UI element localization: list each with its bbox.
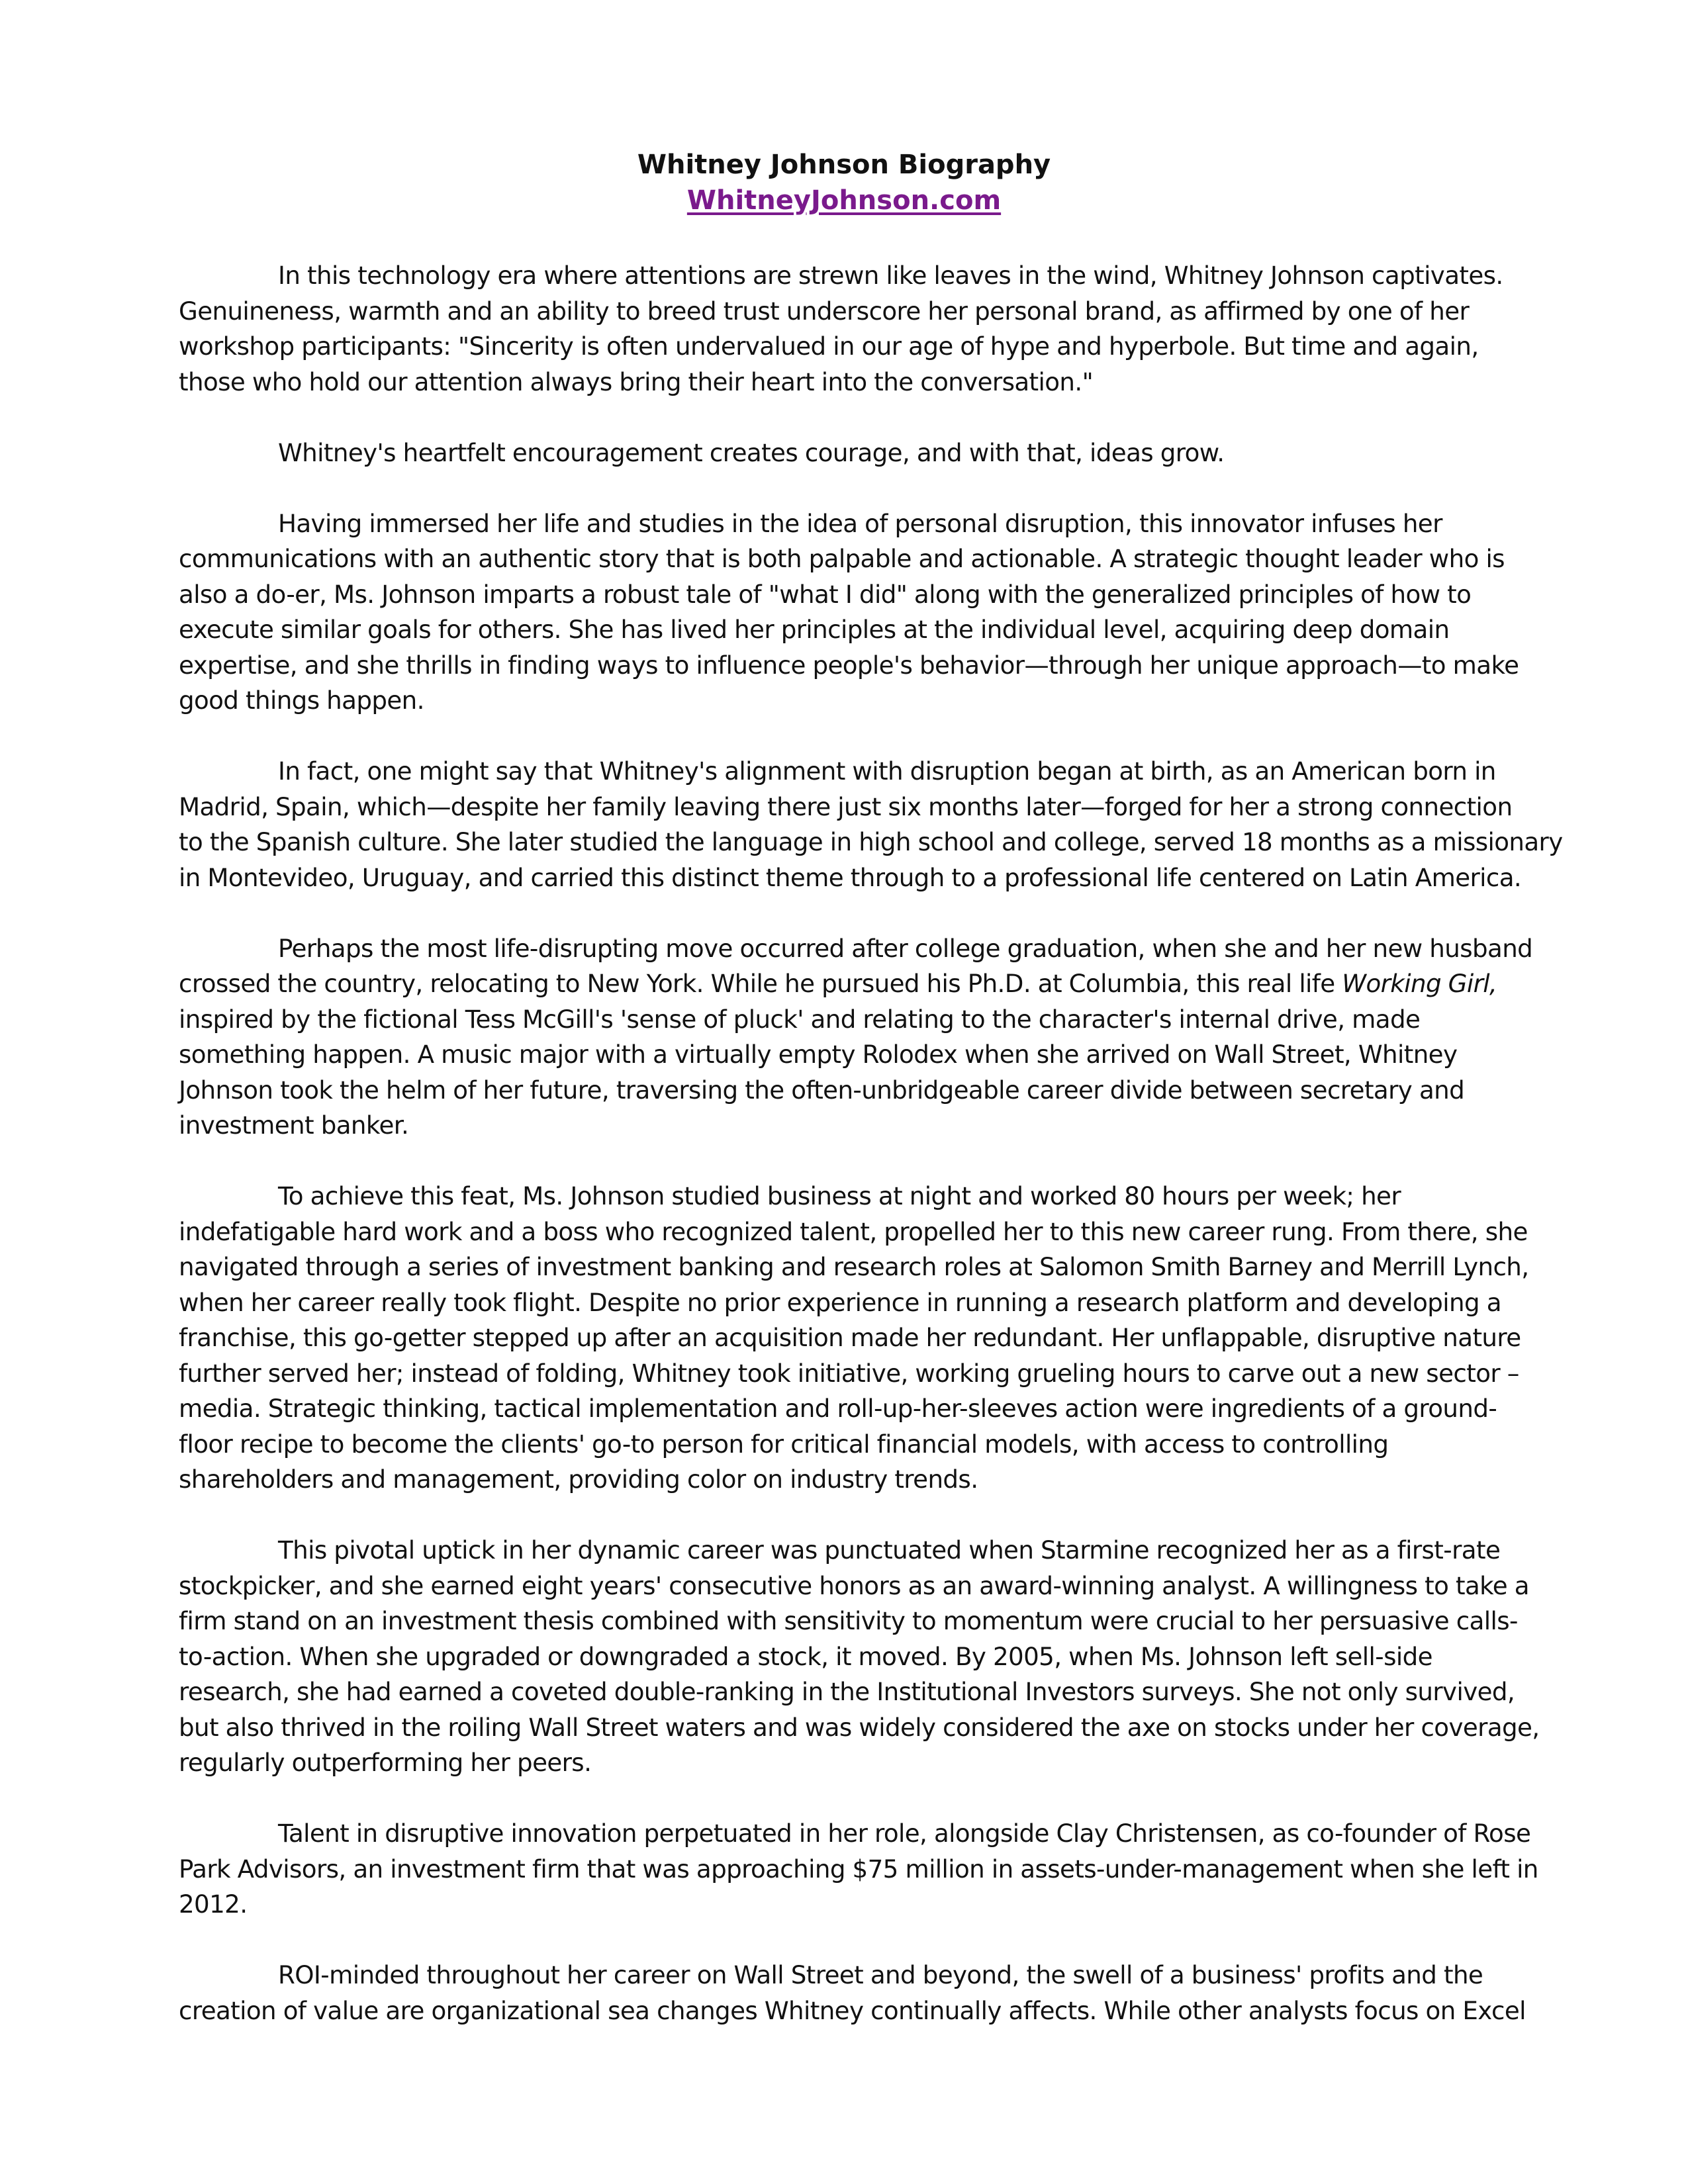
text-line: also a do-er, Ms. Johnson imparts a robust tale of "what I did" along with the generalized principles of how to bbox=[179, 579, 1472, 609]
text-line: execute similar goals for others. She has lived her principles at the individual level, acquiring deep domain bbox=[179, 615, 1450, 644]
text-line: workshop participants: "Sincerity is often undervalued in our age of hype and hyperbole. But time and again, bbox=[179, 332, 1479, 361]
text-line: to the Spanish culture. She later studied the language in high school and college, served 18 months as a missionary bbox=[179, 827, 1563, 856]
text-line: Talent in disruptive innovation perpetuated in her role, alongside Clay Christensen, as co-founder of Rose bbox=[278, 1819, 1531, 1848]
text-line: franchise, this go-getter stepped up after an acquisition made her redundant. Her unflappable, disruptive nature bbox=[179, 1323, 1521, 1352]
text-line: media. Strategic thinking, tactical implementation and roll-up-her-sleeves action were ingredients of a ground- bbox=[179, 1394, 1497, 1423]
text-line: shareholders and management, providing color on industry trends. bbox=[179, 1465, 978, 1494]
paragraph-3 bbox=[179, 506, 1529, 719]
text-line: Genuineness, warmth and an ability to breed trust underscore her personal brand, as affirmed by one of her bbox=[179, 296, 1470, 326]
text-line: something happen. A music major with a virtually empty Rolodex when she arrived on Wall Street, Whitney bbox=[179, 1040, 1458, 1069]
paragraph-gap bbox=[179, 719, 1529, 754]
document-header bbox=[0, 147, 1688, 218]
text-line: further served her; instead of folding, Whitney took initiative, working grueling hours to carve out a new sector – bbox=[179, 1358, 1519, 1388]
text-line: Park Advisors, an investment firm that was approaching $75 million in assets-under-management when she left in bbox=[179, 1854, 1538, 1884]
text-line bbox=[179, 966, 1529, 1002]
paragraph-7 bbox=[179, 1533, 1540, 1781]
text-line: This pivotal uptick in her dynamic career was punctuated when Starmine recognized her as a first-rate bbox=[278, 1535, 1501, 1565]
text-line: communications with an authentic story that is both palpable and actionable. A strategic thought leader who is bbox=[179, 544, 1505, 573]
text-line-content: crossed the country, relocating to New York. While he pursued his Ph.D. at Columbia, this real life bbox=[179, 969, 1335, 998]
paragraph-gap bbox=[179, 1144, 1529, 1179]
text-line: research, she had earned a coveted double-ranking in the Institutional Investors surveys. She not only survived, bbox=[179, 1677, 1515, 1706]
paragraph-4 bbox=[179, 754, 1563, 895]
text-line: creation of value are organizational sea changes Whitney continually affects. While other analysts focus on Excel bbox=[179, 1995, 1526, 2025]
paragraph-gap bbox=[179, 1781, 1529, 1817]
text-line: ROI-minded throughout her career on Wall Street and beyond, the swell of a business' profits and the bbox=[278, 1960, 1483, 1989]
paragraph-gap bbox=[179, 1498, 1529, 1533]
document-title: Whitney Johnson Biography bbox=[637, 150, 1051, 180]
text-line: but also thrived in the roiling Wall Street waters and was widely considered the axe on stocks under her coverage, bbox=[179, 1712, 1540, 1742]
paragraph-9 bbox=[179, 1958, 1529, 2028]
text-line: good things happen. bbox=[179, 686, 424, 715]
text-line: Perhaps the most life-disrupting move occurred after college graduation, when she and her new husband bbox=[278, 933, 1533, 963]
paragraph-gap bbox=[179, 895, 1529, 931]
film-title: Working Girl, bbox=[1342, 969, 1497, 998]
text-line: those who hold our attention always bring their heart into the conversation." bbox=[179, 367, 1094, 396]
paragraph-6 bbox=[179, 1179, 1529, 1498]
text-line: Having immersed her life and studies in the idea of personal disruption, this innovator infuses her bbox=[278, 508, 1442, 538]
text-line: when her career really took flight. Despite no prior experience in running a research platform and developing a bbox=[179, 1287, 1501, 1317]
text-line: stockpicker, and she earned eight years' consecutive honors as an award-winning analyst. A willingness to take a bbox=[179, 1570, 1529, 1600]
text-line: floor recipe to become the clients' go-to person for critical financial models, with access to controlling bbox=[179, 1429, 1389, 1459]
text-line: in Montevideo, Uruguay, and carried this distinct theme through to a professional life centered on Latin America. bbox=[179, 862, 1522, 892]
text-line: Whitney's heartfelt encouragement creates courage, and with that, ideas grow. bbox=[278, 437, 1225, 467]
text-line: firm stand on an investment thesis combined with sensitivity to momentum were crucial to her persuasive calls- bbox=[179, 1606, 1518, 1635]
text-line: to-action. When she upgraded or downgraded a stock, it moved. By 2005, when Ms. Johnson left sell-side bbox=[179, 1641, 1432, 1671]
paragraph-gap bbox=[179, 1923, 1529, 1958]
text-line: Johnson took the helm of her future, traversing the often-unbridgeable career divide between secretary and bbox=[179, 1075, 1465, 1105]
text-line: inspired by the fictional Tess McGill's 'sense of pluck' and relating to the character's internal drive, made bbox=[179, 1004, 1421, 1034]
website-link[interactable]: WhitneyJohnson.com bbox=[686, 185, 1002, 216]
text-line: 2012. bbox=[179, 1889, 248, 1919]
paragraph-1 bbox=[179, 258, 1529, 400]
biography-body bbox=[179, 258, 1563, 2028]
text-line: expertise, and she thrills in finding ways to influence people's behavior—through her unique approach—to make bbox=[179, 650, 1519, 680]
text-line: navigated through a series of investment banking and research roles at Salomon Smith Barney and Merrill Lynch, bbox=[179, 1252, 1529, 1281]
paragraph-2 bbox=[179, 435, 1529, 471]
text-line: indefatigable hard work and a boss who recognized talent, propelled her to this new career rung. From there, she bbox=[179, 1216, 1528, 1246]
paragraph-5 bbox=[179, 931, 1533, 1144]
text-line: In fact, one might say that Whitney's alignment with disruption began at birth, as an American born in bbox=[278, 756, 1496, 786]
text-line: Madrid, Spain, which—despite her family leaving there just six months later—forged for her a strong connection bbox=[179, 792, 1513, 821]
paragraph-gap bbox=[179, 400, 1529, 435]
text-line: regularly outperforming her peers. bbox=[179, 1748, 592, 1777]
paragraph-gap bbox=[179, 471, 1529, 506]
text-line: To achieve this feat, Ms. Johnson studied business at night and worked 80 hours per week; her bbox=[278, 1181, 1401, 1210]
paragraph-8 bbox=[179, 1816, 1538, 1923]
text-line: investment banker. bbox=[179, 1111, 409, 1140]
text-line: In this technology era where attentions are strewn like leaves in the wind, Whitney Johnson captivates. bbox=[278, 261, 1503, 290]
